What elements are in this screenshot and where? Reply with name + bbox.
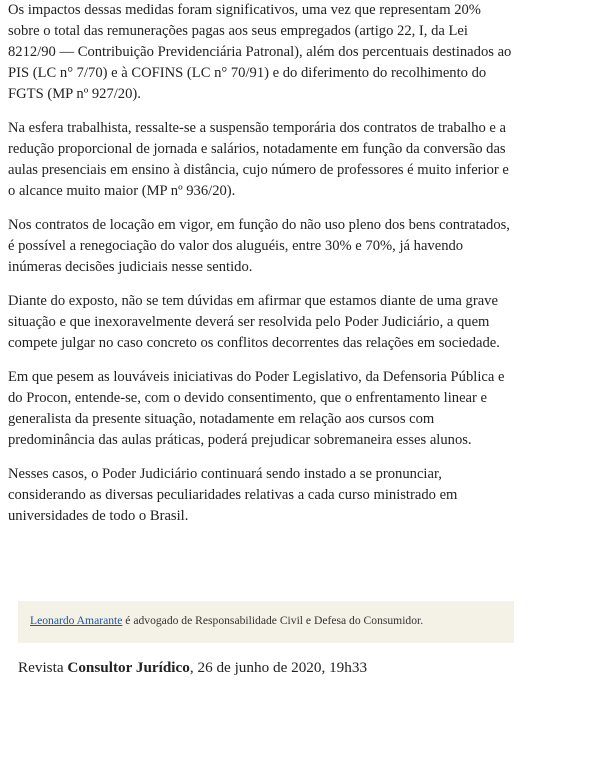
article-paragraph: Os impactos dessas medidas foram significativos, uma vez que representam 20% sobre o total das remunerações pagas aos seus empregados (artigo 22, I, da Lei 8212/90 — Contribuição Previdenciária Patronal), além dos percentuais destinados ao PIS (LC n° 7/70) e à COFINS (LC n° 70/91) e do diferimento do recolhimento do FGTS (MP nº 927/20). bbox=[8, 2, 512, 102]
author-name-link[interactable]: Leonardo Amarante bbox=[30, 614, 123, 627]
publication-name: Consultor Jurídico bbox=[67, 659, 190, 676]
article-paragraph: Diante do exposto, não se tem dúvidas em afirmar que estamos diante de uma grave situação e que inexoravelmente deverá ser resolvida pelo Poder Judiciário, a quem compete julgar no caso concreto os conflitos decorrentes das relações em sociedade. bbox=[8, 293, 500, 351]
article-paragraph: Nos contratos de locação em vigor, em função do não uso pleno dos bens contratados, é possível a renegociação do valor dos aluguéis, entre 30% e 70%, já havendo inúmeras decisões judiciais nesse sentido. bbox=[8, 217, 510, 275]
article-paragraph: Na esfera trabalhista, ressalte-se a suspensão temporária dos contratos de trabalho e a redução proporcional de jornada e salários, notadamente em função da conversão das aulas presenciais em ensino à distância, cujo número de professores é muito inferior e o alcance muito maior (MP nº 936/20). bbox=[8, 120, 509, 199]
article-paragraph: Em que pesem as louváveis iniciativas do Poder Legislativo, da Defensoria Pública e do Procon, entende-se, com o devido consentimento, que o enfrentamento linear e generalista da presente situação, notadamente em relação aos cursos com predominância das aulas práticas, poderá prejudicar sobremaneira esses alunos. bbox=[8, 369, 505, 448]
author-description: é advogado de Responsabilidade Civil e Defesa do Consumidor. bbox=[122, 614, 424, 627]
publication-date: , 26 de junho de 2020, 19h33 bbox=[189, 659, 368, 676]
byline-prefix: Revista bbox=[18, 659, 68, 676]
author-bio-box bbox=[18, 601, 514, 643]
article-body bbox=[8, 0, 513, 540]
publication-byline bbox=[18, 658, 367, 678]
article-paragraph: Nesses casos, o Poder Judiciário continuará sendo instado a se pronunciar, considerando as diversas peculiaridades relativas a cada curso ministrado em universidades de todo o Brasil. bbox=[8, 466, 458, 524]
